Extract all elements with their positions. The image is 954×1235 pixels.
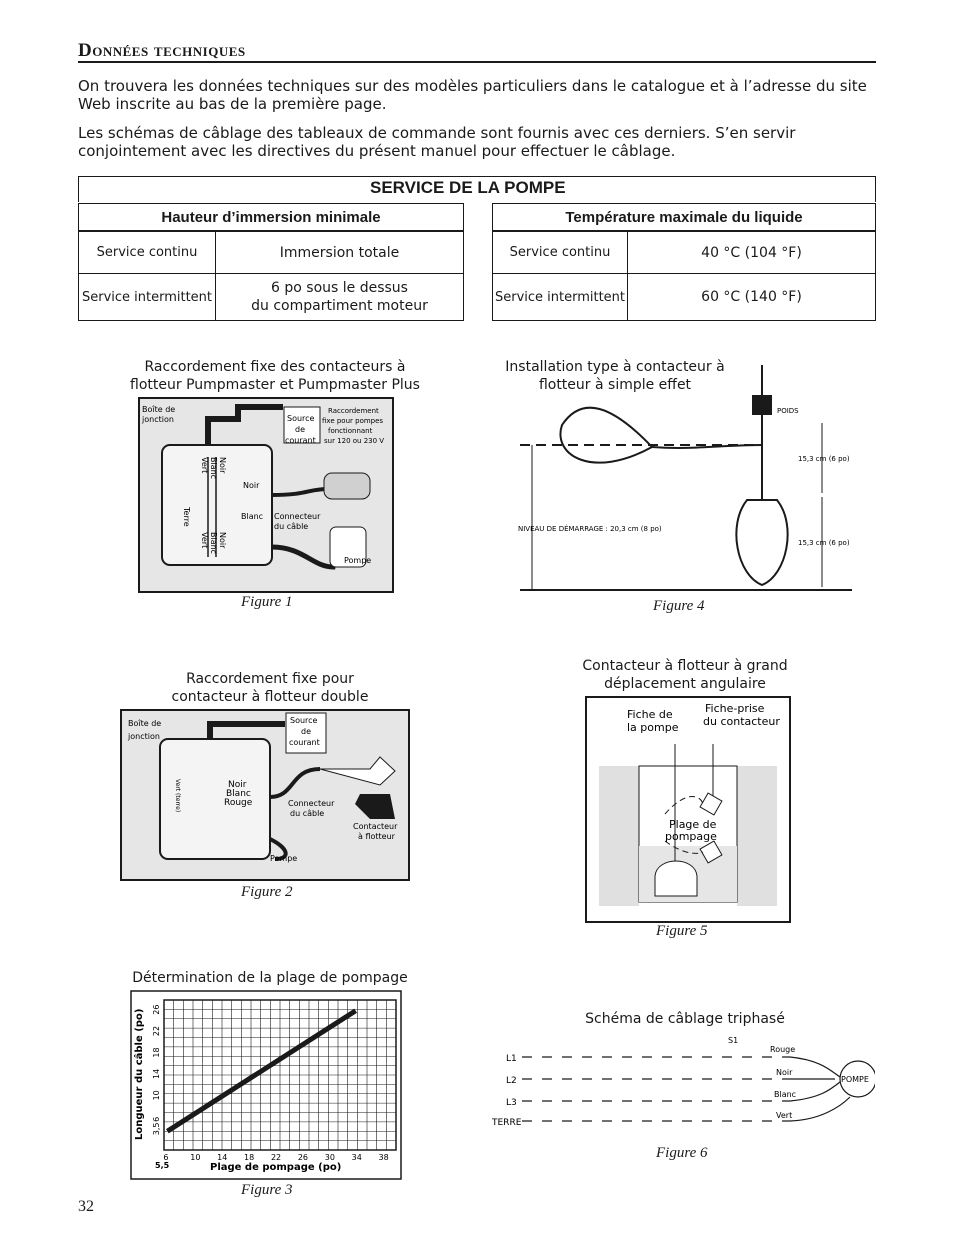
immersion-header: Hauteur d’immersion minimale (78, 203, 464, 231)
connector-label: Connecteur (288, 799, 335, 808)
note-label: sur 120 ou 230 V (324, 437, 385, 445)
table-cell: Service intermittent (493, 274, 628, 321)
x-tick-label: 14 (217, 1153, 228, 1162)
temperature-table (492, 231, 876, 321)
black-label: Noir (776, 1068, 793, 1077)
blanc-label: Blanc (209, 532, 218, 555)
source-label: de (301, 727, 311, 736)
l2-label: L2 (506, 1076, 517, 1086)
figure4-caption: Figure 4 (653, 598, 705, 614)
noir-label: Noir (243, 481, 260, 490)
y-tick-label: 14 (152, 1068, 161, 1079)
x-tick-label: 18 (244, 1153, 255, 1162)
intro-paragraph: On trouvera les données techniques sur des modèles particuliers dans le catalogue et à l’adresse du site Web inscrite au bas de la première page. (78, 77, 867, 113)
x-tick-label: 34 (351, 1153, 362, 1162)
x-tick-label: 30 (324, 1153, 335, 1162)
box-label: Boîte de (128, 719, 162, 728)
y-tick-label: 18 (152, 1047, 161, 1058)
switch-plug-label: du contacteur (703, 715, 780, 728)
box-label: Boîte de (142, 405, 176, 414)
green-label: Vert (776, 1111, 793, 1120)
source-label: Source (287, 414, 315, 423)
source-label: courant (285, 436, 316, 445)
x-tick-label: 6 (163, 1153, 169, 1162)
page-number: 32 (78, 1198, 94, 1215)
figure3-title: Détermination de la plage de pompage (132, 970, 408, 986)
note-label: fixe pour pompes (322, 417, 384, 425)
blanc-label: Blanc (241, 512, 264, 521)
figure2-diagram (120, 709, 410, 881)
title-line: Raccordement fixe pour (186, 671, 354, 687)
figure2-title (150, 670, 390, 706)
title-line: Contacteur à flotteur à grand (582, 658, 788, 674)
red-label: Rouge (770, 1045, 796, 1054)
pump-plug-label: Fiche de (627, 708, 673, 721)
blanc-label: Blanc (209, 457, 218, 480)
x-axis-label: Plage de pompage (po) (210, 1162, 342, 1173)
x-tick-label: 10 (190, 1153, 201, 1162)
y-tick-label: 3,5 (152, 1122, 161, 1136)
switch-plug-label: Fiche-prise (705, 702, 765, 715)
float-label: à flotteur (358, 832, 395, 841)
weight-label: POIDS (777, 407, 799, 415)
box-label: jonction (128, 732, 160, 741)
y-axis-label: Longueur du câble (po) (134, 1008, 145, 1140)
x-tick-label: 26 (297, 1153, 309, 1162)
cell-line: 6 po sous le dessus (271, 280, 408, 296)
s1-label: S1 (728, 1036, 739, 1045)
pump-label: Pompe (344, 556, 372, 565)
title-line: contacteur à flotteur double (171, 689, 369, 705)
float-label: Contacteur (353, 822, 398, 831)
connector-label: du câble (274, 522, 309, 531)
title-line: Installation type à contacteur à (505, 359, 725, 375)
figure2-caption: Figure 2 (241, 884, 293, 900)
vert-label: Vert (200, 457, 209, 474)
title-line: flotteur à simple effet (538, 377, 692, 393)
white-label: Blanc (774, 1090, 797, 1099)
source-label: courant (289, 738, 320, 747)
title-line: déplacement angulaire (604, 676, 766, 692)
y-tick-label: 22 (152, 1025, 161, 1037)
x-tick-label: 5,5 (155, 1161, 170, 1170)
table-cell: Immersion totale (216, 232, 464, 274)
wiring-paragraph: Les schémas de câblage des tableaux de commande sont fournis avec ces derniers. S’en servir conjointement avec les directives du présent manuel pour effectuer le câblage. (78, 124, 796, 160)
figure4-diagram (512, 365, 857, 595)
section-heading: Données techniques (78, 40, 246, 61)
blanc-label: Blanc (226, 789, 251, 799)
y-tick-label: 6 (152, 1116, 161, 1122)
table-cell: Service intermittent (79, 274, 216, 321)
connector-label: Connecteur (274, 512, 321, 521)
vert-terre-label: Vert (terre) (174, 779, 181, 813)
pump-plug-label: la pompe (627, 721, 679, 734)
figure5-title (570, 657, 800, 693)
title-line: flotteur Pumpmaster et Pumpmaster Plus (130, 377, 420, 393)
box-label: jonction (142, 415, 174, 424)
source-label: Source (290, 716, 318, 725)
figure1-caption: Figure 1 (241, 594, 293, 610)
table-cell: Service continu (493, 232, 628, 274)
ground-label: TERRE (492, 1118, 522, 1128)
l1-label: L1 (506, 1054, 517, 1064)
service-table-title: SERVICE DE LA POMPE (370, 178, 566, 197)
figure6-diagram (490, 1032, 875, 1134)
y-tick-label: 10 (152, 1090, 161, 1101)
figure5-diagram (585, 696, 791, 923)
x-tick-label: 38 (378, 1153, 389, 1162)
l3-label: L3 (506, 1098, 517, 1108)
pump-label: POMPE (841, 1075, 869, 1084)
table-cell: 40 °C (104 °F) (628, 232, 876, 274)
figure1-title (110, 358, 440, 394)
source-label: de (295, 425, 305, 434)
start-level-label: NIVEAU DE DÉMARRAGE : 20,3 cm (8 po) (518, 525, 662, 533)
pump-label: Pompe (270, 854, 298, 863)
title-line: Raccordement fixe des contacteurs à (144, 359, 406, 375)
immersion-table (78, 231, 464, 321)
figure1-diagram (138, 397, 394, 593)
figure5-caption: Figure 5 (656, 923, 708, 939)
figure3-chart (130, 990, 402, 1180)
rouge-label: Rouge (224, 798, 253, 808)
cell-line: du compartiment moteur (251, 298, 428, 314)
dim2-label: 15,3 cm (6 po) (798, 539, 850, 547)
terre-label: Terre (182, 507, 191, 527)
heading-rule (78, 61, 876, 63)
table-cell (216, 274, 464, 321)
note-label: Raccordement (328, 407, 379, 415)
table-cell: 60 °C (140 °F) (628, 274, 876, 321)
x-tick-label: 22 (270, 1153, 282, 1162)
table-cell: Service continu (79, 232, 216, 274)
figure6-caption: Figure 6 (656, 1145, 708, 1161)
noir-label: Noir (218, 532, 227, 549)
range-label: Plage de (669, 818, 717, 831)
connector-label: du câble (290, 809, 325, 818)
range-label: pompage (665, 830, 717, 843)
note-label: fonctionnant (328, 427, 373, 435)
temperature-header: Température maximale du liquide (492, 203, 876, 231)
figure6-title: Schéma de câblage triphasé (585, 1011, 785, 1027)
noir-label: Noir (228, 780, 247, 790)
vert-label: Vert (200, 532, 209, 549)
noir-label: Noir (218, 457, 227, 474)
y-tick-label: 26 (152, 1004, 161, 1015)
dim1-label: 15,3 cm (6 po) (798, 455, 850, 463)
figure3-caption: Figure 3 (241, 1182, 293, 1198)
